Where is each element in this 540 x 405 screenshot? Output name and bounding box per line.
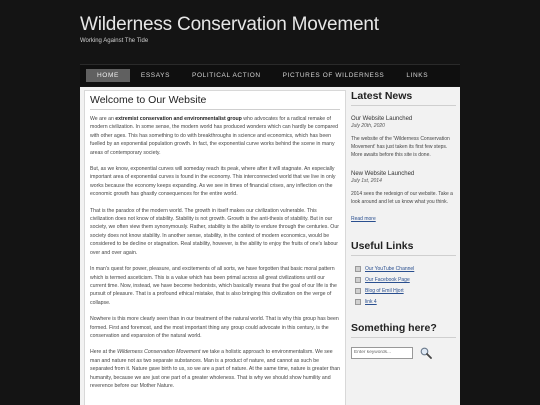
search-heading: Something here?	[351, 322, 456, 338]
news-title: Our Website Launched	[351, 116, 413, 122]
paragraph-text: we take a holistic approach to environmentalism. We see man and nature not as two separate substances. Man is a product of nature, and cannot as such be separated from it. Nature gave birth to us, so we are a part of nature. At the same time, nature is greater than humanity, because we are just one part of a greater wholeness. That is why we should show humility and reverence before our Mother Nature.	[90, 349, 340, 389]
news-item	[351, 116, 456, 159]
news-heading: Latest News	[351, 90, 456, 106]
search-form	[351, 347, 456, 359]
news-date: July 1st, 2014	[351, 178, 382, 185]
nav-item-links[interactable]: LINKS	[406, 72, 429, 79]
paragraph-text: Here at the	[90, 349, 118, 356]
link-4[interactable]: link 4	[365, 299, 377, 306]
article-paragraph	[90, 348, 340, 390]
list-item	[351, 264, 456, 275]
bullet-icon	[355, 266, 361, 272]
article-paragraph: Nowhere is this more clearly seen than in our treatment of the natural world. That is why this group has been formed. First and foremost, and the most important thing any group could advocate in this century, is the conservation and expansion of the natural world.	[90, 316, 339, 339]
bold-text: extremist conservation and environmentalist group	[115, 116, 242, 122]
article-paragraph	[90, 115, 340, 157]
youtube-channel-link[interactable]: Our YouTube Channel	[365, 266, 415, 273]
bullet-icon	[355, 299, 361, 305]
list-item	[351, 286, 456, 297]
nav-item-essays[interactable]: ESSAYS	[140, 72, 171, 79]
nav-item-political-action[interactable]: POLITICAL ACTION	[192, 72, 261, 79]
article-paragraph: In man's quest for power, pleasure, and excitements of all sorts, we have forgotten that basic moral pattern which is termed asceticism. This is a value which has been primal across all great civilizations until our current time. Now, instead, we have become hedonists, which basically means that the goal of our life is the pursuit of pleasure. That is a profound ethical mistake, that is also bringing this civilization on the verge of collapse.	[90, 266, 337, 306]
news-item	[351, 171, 456, 225]
italic-text: Wilderness Conservation Movement	[117, 349, 201, 356]
bullet-icon	[355, 277, 361, 283]
nav-item-pictures-of-wilderness[interactable]: PICTURES OF WILDERNESS	[282, 72, 385, 79]
bullet-icon	[355, 288, 361, 294]
list-item	[351, 275, 456, 286]
heading-divider	[90, 109, 340, 110]
links-heading: Useful Links	[351, 240, 456, 256]
news-date: July 20th, 2020	[351, 123, 385, 129]
blog-link[interactable]: Blog of Emil Hjort	[365, 288, 404, 295]
paragraph-text: We are an	[90, 116, 116, 122]
content-area	[80, 87, 460, 405]
useful-links-list	[351, 264, 456, 308]
main-navigation	[80, 64, 460, 86]
site-tagline: Working Against The Tide	[80, 38, 149, 44]
article-body	[90, 115, 340, 398]
search-icon[interactable]	[420, 347, 432, 359]
article-paragraph: That is the paradox of the modern world. The growth in itself makes our civilization vulnerable. This civilization does not know of stability. Stability is not growth. Growth is the anti-thesis of stability. But in our society, we often view them synonymously. Rather, stability is the ability to endure through the centuries. Our society does not know stability. In another sense, stability, in the context of modern economics, would be considered to be decline or stagnation. Real stability, however, is the ability to enjoy the fruits of one's labour over and over again.	[90, 207, 339, 256]
nav-item-home[interactable]: HOME	[86, 69, 130, 82]
list-item	[351, 297, 456, 308]
read-more-link[interactable]: Read more	[351, 215, 376, 222]
page-title: Welcome to Our Website	[90, 94, 207, 106]
main-article	[84, 90, 346, 405]
news-text: The website of the 'Wilderness Conservation Movement' has just taken its first few steps. More awaits before this site is done.	[351, 136, 450, 158]
site-title: Wilderness Conservation Movement	[80, 14, 379, 35]
news-title: New Website Launched	[351, 171, 415, 178]
paragraph-text: who advocates for a radical remake of modern civilization. In some sense, the modern world has produced wonders which can hardly be compared with other ages. This has something to do with breakthroughs in science and economics, which has been fuelled by an exponential population growth. In fact, the exponential curve works behind the scene in many areas of contemporary society.	[90, 116, 338, 156]
search-input[interactable]	[351, 347, 413, 359]
article-paragraph: But, as we know, exponential curves will someday reach its peak, where after it will stagnate. An especially important area of exponential curves is found in the economy. This interconnected world that we live in only works because the economy keeps expanding. As we see in times of financial crises, any inflection on the economic growth has ghastly consequences for the entire world.	[90, 166, 336, 198]
facebook-page-link[interactable]: Our Facebook Page	[365, 277, 410, 284]
sidebar	[351, 90, 456, 405]
news-text: 2014 sees the redesign of our website. Take a look around and let us know what you think.	[351, 191, 453, 206]
